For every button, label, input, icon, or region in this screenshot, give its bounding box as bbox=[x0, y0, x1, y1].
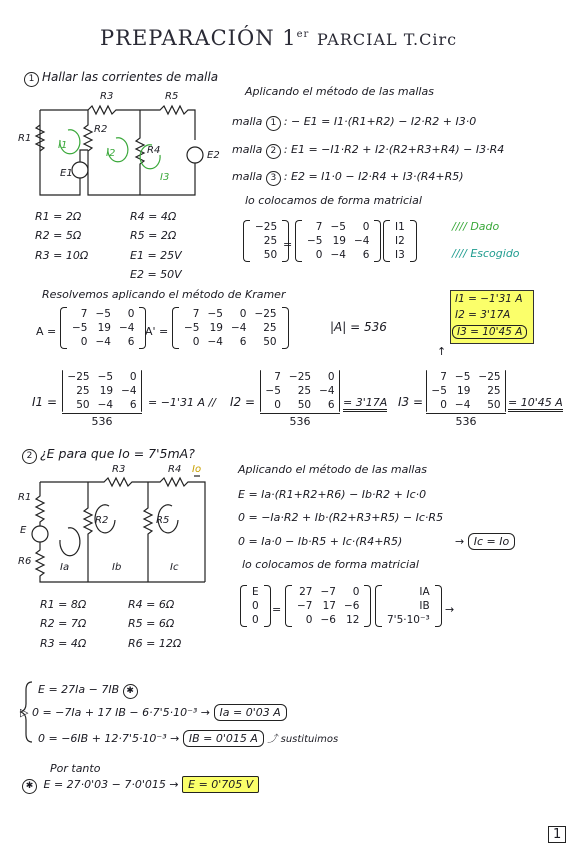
c1-label-r3: R3 bbox=[100, 91, 114, 102]
c1-label-i2: I2 bbox=[106, 148, 116, 159]
p1-vec-b: −25 25 50 bbox=[243, 220, 289, 262]
c1-label-r5: R5 bbox=[165, 91, 179, 102]
problem1-heading bbox=[24, 70, 218, 87]
p2-value-r6: R6 = 12Ω bbox=[128, 637, 182, 650]
p2-value-r2: R2 = 7Ω bbox=[40, 617, 87, 630]
result-i2: I2 = 3'17A bbox=[455, 309, 511, 321]
problem1-number: 1 bbox=[24, 72, 39, 87]
page-title bbox=[100, 26, 457, 50]
sys-eq3: 0 = −6IB + 12·7'5·10⁻³ → IB = 0'015 A ⤴ sustituimos bbox=[38, 732, 339, 745]
p2-value-r5: R5 = 6Ω bbox=[128, 617, 175, 630]
c2-label-ic: Ic bbox=[170, 562, 179, 573]
arrow-up-icon: ↑ bbox=[437, 345, 447, 358]
p1-value-e1: E1 = 25V bbox=[130, 249, 182, 262]
sys-eq1: E = 27Ia − 7IB ✱ bbox=[38, 683, 141, 699]
mesh3-circle: 3 bbox=[266, 171, 281, 186]
p1-kramer: Resolvemos aplicando el método de Kramer bbox=[42, 288, 286, 301]
sustituimos-text: sustituimos bbox=[280, 734, 339, 745]
p1-vec-x: I1 I2 I3 bbox=[383, 220, 417, 262]
I2-result: = 3'17A bbox=[343, 396, 387, 412]
Ia-result-box: Ia = 0'03 A bbox=[214, 704, 287, 721]
p2-matrix-form: lo colocamos de forma matricial bbox=[242, 558, 419, 571]
p1-value-r1: R1 = 2Ω bbox=[35, 210, 82, 223]
I1-denominator: 536 bbox=[91, 415, 113, 428]
A-label: A = bbox=[36, 325, 57, 338]
mesh1-circle: 1 bbox=[266, 116, 281, 131]
I3-label: I3 = bbox=[398, 395, 424, 409]
page-number: 1 bbox=[548, 826, 566, 843]
c1-label-e2: E2 bbox=[207, 150, 220, 161]
mesh2-word: malla bbox=[232, 143, 263, 156]
c2-label-io: Io bbox=[192, 464, 202, 475]
final-line: ✱ E = 27·0'03 − 7·0'015 → E = 0'705 V bbox=[22, 778, 259, 794]
c1-label-r2: R2 bbox=[94, 124, 108, 135]
I2-label: I2 = bbox=[230, 395, 256, 409]
p1-mat-a: 7 −5 0 −5 19 −4 0 −4 6 bbox=[295, 220, 381, 262]
asterisk-icon: ✱ bbox=[22, 779, 37, 794]
c2-label-r3: R3 bbox=[112, 464, 126, 475]
c1-label-i1: I1 bbox=[58, 140, 68, 151]
p1-value-r2: R2 = 5Ω bbox=[35, 229, 82, 242]
p1-value-r4: R4 = 4Ω bbox=[130, 210, 177, 223]
c2-label-r4: R4 bbox=[168, 464, 182, 475]
c2-label-r6: R6 bbox=[18, 556, 32, 567]
problem2-heading bbox=[22, 446, 195, 464]
p2-method: Aplicando el método de las mallas bbox=[238, 463, 427, 476]
c1-label-i3: I3 bbox=[160, 172, 170, 183]
p2-value-r1: R1 = 8Ω bbox=[40, 598, 87, 611]
p2-eq-sign: = bbox=[272, 603, 282, 616]
p1-value-r3: R3 = 10Ω bbox=[35, 249, 89, 262]
title-main: PREPARACIÓN 1 bbox=[100, 26, 297, 50]
I1-label: I1 = bbox=[32, 395, 58, 409]
p2-value-r4: R4 = 6Ω bbox=[128, 598, 175, 611]
I2-denominator: 536 bbox=[289, 415, 311, 428]
p1-eq-sign: = bbox=[283, 238, 293, 251]
final-result-box: E = 0'705 V bbox=[182, 776, 259, 793]
I3-fraction: 7 −5 −25 −5 19 25 0 −4 50 536 bbox=[426, 370, 506, 428]
I3-result: = 10'45 A bbox=[508, 396, 563, 412]
problem2-heading-text: ¿E para que Io = 7'5mA? bbox=[40, 446, 195, 461]
p1-method: Aplicando el método de las mallas bbox=[245, 85, 434, 98]
problem2-number: 2 bbox=[22, 449, 37, 464]
det-A: |A| = 536 bbox=[330, 320, 387, 334]
title-sup: er bbox=[296, 29, 310, 40]
c2-label-ib: Ib bbox=[112, 562, 122, 573]
p2-vec-x: IA IB 7'5·10⁻³ bbox=[375, 585, 442, 627]
I1-result: = −1'31 A // bbox=[148, 396, 216, 409]
mesh2-circle: 2 bbox=[266, 144, 281, 159]
p2-eq1: E = Ia·(R1+R2+R6) − Ib·R2 + Ic·0 bbox=[238, 488, 427, 501]
c2-label-r2: R2 bbox=[95, 515, 109, 526]
problem1-heading-text: Hallar las corrientes de malla bbox=[42, 70, 219, 84]
Ib-result-box: IB = 0'015 A bbox=[183, 730, 264, 747]
legend-dado: //// Dado bbox=[452, 220, 500, 233]
p1-value-r5: R5 = 2Ω bbox=[130, 229, 177, 242]
c1-label-e1: E1 bbox=[60, 168, 73, 179]
mesh2-eq: : E1 = −I1·R2 + I2·(R2+R3+R4) − I3·R4 bbox=[283, 143, 505, 156]
mesh1-word: malla bbox=[232, 115, 263, 128]
c1-label-r4: R4 bbox=[147, 145, 161, 156]
p2-vec-b: E 0 0 bbox=[240, 585, 271, 627]
por-tanto: Por tanto bbox=[50, 762, 101, 775]
A2-label: A' = bbox=[145, 325, 169, 338]
c1-label-r1: R1 bbox=[18, 133, 32, 144]
p2-eq3: 0 = Ia·0 − Ib·R5 + Ic·(R4+R5) bbox=[238, 535, 403, 548]
p2-arrow-icon: → bbox=[445, 603, 455, 616]
I3-denominator: 536 bbox=[455, 415, 477, 428]
p1-mesh3 bbox=[232, 170, 464, 186]
I1-fraction: −25 −5 0 25 19 −4 50 −4 6 536 bbox=[62, 370, 142, 428]
c2-label-r5: R5 bbox=[156, 515, 170, 526]
mesh1-eq: : − E1 = I1·(R1+R2) − I2·R2 + I3·0 bbox=[283, 115, 477, 128]
c2-label-e: E bbox=[20, 525, 27, 536]
p2-mat-a: 27 −7 0 −7 17 −6 0 −6 12 bbox=[285, 585, 371, 627]
final-eq: E = 27·0'03 − 7·0'015 bbox=[43, 778, 166, 791]
matrix-A: 7 −5 0 −5 19 −4 0 −4 6 bbox=[60, 307, 146, 349]
mesh3-eq: : E2 = I1·0 − I2·R4 + I3·(R4+R5) bbox=[283, 170, 464, 183]
result-i1: I1 = −1'31 A bbox=[455, 293, 523, 305]
p2-value-r3: R3 = 4Ω bbox=[40, 637, 87, 650]
p1-matrix-form: lo colocamos de forma matricial bbox=[245, 194, 422, 207]
c2-label-ia: Ia bbox=[60, 562, 70, 573]
legend-escogido: //// Escogido bbox=[452, 247, 520, 260]
I2-fraction: 7 −25 0 −5 25 −4 0 50 6 536 bbox=[260, 370, 340, 428]
mesh3-word: malla bbox=[232, 170, 263, 183]
p2-ic-arrow: → Ic = Io bbox=[455, 535, 515, 548]
matrix-A2: 7 −5 0 −25 −5 19 −4 25 0 −4 6 50 bbox=[172, 307, 289, 349]
sys-eq2: ▷ 0 = −7Ia + 17 IB − 6·7'5·10⁻³ → Ia = 0'03 A bbox=[20, 706, 287, 719]
p1-mesh2 bbox=[232, 143, 504, 159]
result-i3: I3 = 10'45 A bbox=[452, 325, 527, 339]
p1-mesh1 bbox=[232, 115, 476, 131]
p1-value-e2: E2 = 50V bbox=[130, 268, 182, 281]
p2-ic-box: Ic = Io bbox=[468, 533, 515, 550]
c2-label-r1: R1 bbox=[18, 492, 32, 503]
p2-eq2: 0 = −Ia·R2 + Ib·(R2+R3+R5) − Ic·R5 bbox=[238, 511, 444, 524]
title-rest: PARCIAL T.Circ bbox=[317, 30, 458, 49]
